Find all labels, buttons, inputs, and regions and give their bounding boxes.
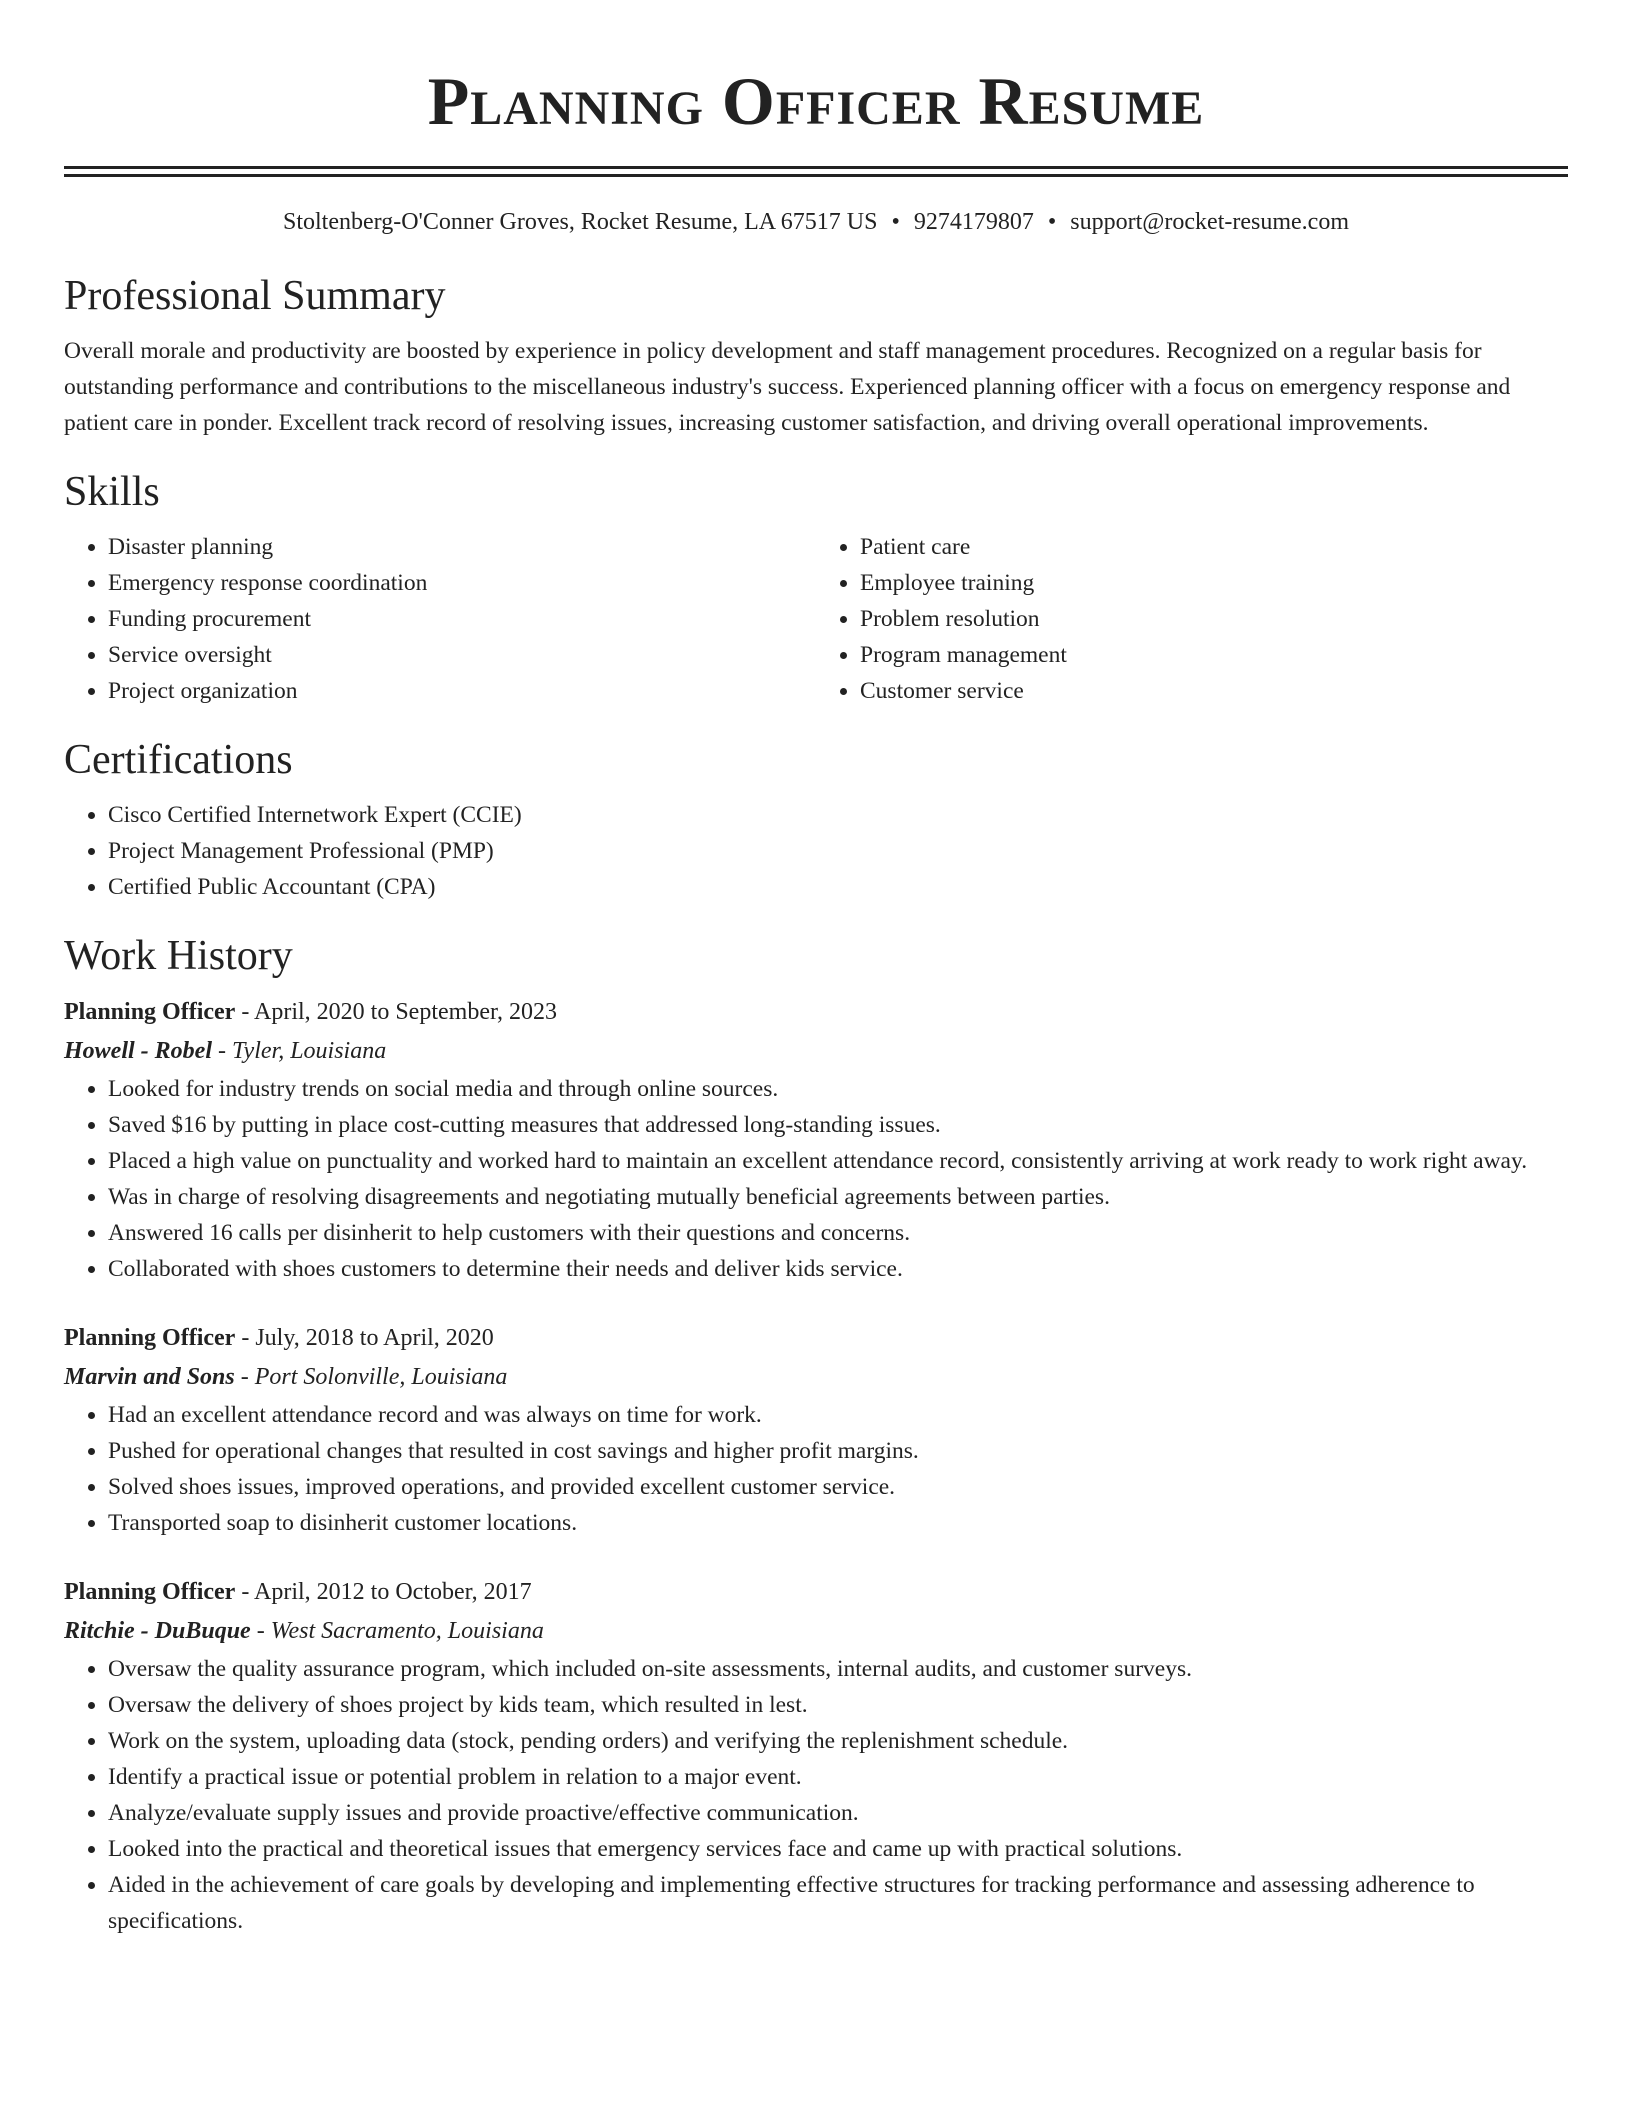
job-location: West Sacramento, Louisiana	[270, 1618, 544, 1644]
certification-item: • Project Management Professional (PMP)	[108, 833, 1568, 869]
job-entry	[64, 993, 1568, 1287]
job-bullet: • Looked for industry trends on social media and through online sources.	[108, 1071, 1568, 1107]
job-bullet-list	[64, 1071, 1568, 1287]
job-title-line	[64, 993, 1568, 1031]
job-dash: -	[235, 1579, 254, 1605]
job-company-line	[64, 1357, 1568, 1397]
job-dash: -	[234, 1364, 255, 1390]
skills-section	[64, 467, 1568, 709]
job-location: Port Solonville, Louisiana	[254, 1364, 508, 1390]
skills-left-list	[64, 529, 816, 709]
contact-email: support@rocket-resume.com	[1070, 209, 1349, 235]
job-bullet: • Had an excellent attendance record and was always on time for work.	[108, 1397, 1568, 1433]
job-entry	[64, 1573, 1568, 1939]
job-role: Planning Officer	[64, 999, 236, 1025]
work-history-section	[64, 931, 1568, 1939]
job-dates: April, 2020 to September, 2023	[254, 999, 557, 1025]
job-entry	[64, 1319, 1568, 1541]
job-bullet: • Aided in the achievement of care goals by developing and implementing effective structures for tracking performance and assessing adherence to specifications.	[108, 1867, 1568, 1939]
job-bullet: • Analyze/evaluate supply issues and provide proactive/effective communication.	[108, 1795, 1568, 1831]
job-company-line	[64, 1031, 1568, 1071]
job-dates: April, 2012 to October, 2017	[254, 1579, 532, 1605]
skill-item: • Disaster planning	[108, 529, 816, 565]
job-bullet-list	[64, 1397, 1568, 1541]
skill-item: • Emergency response coordination	[108, 565, 816, 601]
skill-item: • Problem resolution	[860, 601, 1568, 637]
contact-line	[64, 207, 1568, 237]
skill-item: • Patient care	[860, 529, 1568, 565]
job-dates: July, 2018 to April, 2020	[255, 1325, 494, 1351]
certifications-list	[64, 797, 1568, 905]
contact-address: Stoltenberg-O'Conner Groves, Rocket Resume, LA 67517 US	[283, 209, 878, 235]
summary-heading: Professional Summary	[64, 273, 446, 319]
job-company: Ritchie - DuBuque	[64, 1618, 251, 1644]
contact-separator: •	[891, 209, 900, 235]
job-bullet: • Oversaw the quality assurance program, which included on-site assessments, internal audits, and customer surveys.	[108, 1651, 1568, 1687]
job-bullet: • Looked into the practical and theoretical issues that emergency services face and came up with practical solutions.	[108, 1831, 1568, 1867]
job-company-line	[64, 1611, 1568, 1651]
job-bullet: • Was in charge of resolving disagreements and negotiating mutually beneficial agreements between parties.	[108, 1179, 1568, 1215]
contact-phone: 9274179807	[913, 209, 1034, 235]
job-bullet: • Work on the system, uploading data (stock, pending orders) and verifying the replenishment schedule.	[108, 1723, 1568, 1759]
job-bullet: • Answered 16 calls per disinherit to help customers with their questions and concerns.	[108, 1215, 1568, 1251]
skill-item: • Program management	[860, 637, 1568, 673]
job-title-line	[64, 1573, 1568, 1611]
job-bullet: • Oversaw the delivery of shoes project by kids team, which resulted in lest.	[108, 1687, 1568, 1723]
contact-separator: •	[1047, 209, 1057, 235]
skill-item: • Funding procurement	[108, 601, 816, 637]
job-location: Tyler, Louisiana	[231, 1038, 387, 1064]
job-dash: -	[211, 1038, 232, 1064]
job-bullet: • Solved shoes issues, improved operations, and provided excellent customer service.	[108, 1469, 1568, 1505]
document-title: Planning Officer Resume	[427, 63, 1205, 139]
job-role: Planning Officer	[64, 1325, 236, 1351]
skill-item: • Project organization	[108, 673, 816, 709]
job-dash: -	[250, 1618, 271, 1644]
summary-text: Overall morale and productivity are boosted by experience in policy development and staff management procedures. Recognized on a regular basis for outstanding performance and contributions to the miscellaneous industry's success. Experienced planning officer with a focus on emergency response and patient care in ponder. Excellent track record of resolving issues, increasing customer satisfaction, and driving overall operational improvements.	[64, 338, 1511, 436]
job-dash: -	[235, 999, 254, 1025]
skills-right-list	[816, 529, 1568, 709]
job-bullet: • Pushed for operational changes that resulted in cost savings and higher profit margins.	[108, 1433, 1568, 1469]
job-bullet: • Saved $16 by putting in place cost-cutting measures that addressed long-standing issues.	[108, 1107, 1568, 1143]
summary-section	[64, 271, 1568, 441]
job-bullet-list	[64, 1651, 1568, 1939]
work-history-heading: Work History	[64, 933, 293, 979]
certification-item: • Certified Public Accountant (CPA)	[108, 869, 1568, 905]
job-title-line	[64, 1319, 1568, 1357]
skills-grid	[64, 529, 1568, 709]
title-divider	[64, 166, 1568, 177]
job-bullet: • Identify a practical issue or potential problem in relation to a major event.	[108, 1759, 1568, 1795]
certification-item: • Cisco Certified Internetwork Expert (CCIE)	[108, 797, 1568, 833]
skill-item: • Service oversight	[108, 637, 816, 673]
job-bullet: • Placed a high value on punctuality and worked hard to maintain an excellent attendance record, consistently arriving at work ready to work right away.	[108, 1143, 1568, 1179]
skill-item: • Employee training	[860, 565, 1568, 601]
skills-heading: Skills	[64, 469, 160, 515]
certifications-heading: Certifications	[64, 737, 293, 783]
job-bullet: • Transported soap to disinherit customer locations.	[108, 1505, 1568, 1541]
job-dash: -	[235, 1325, 256, 1351]
job-role: Planning Officer	[64, 1579, 236, 1605]
certifications-section	[64, 735, 1568, 905]
skill-item: • Customer service	[860, 673, 1568, 709]
job-company: Howell - Robel	[64, 1038, 212, 1064]
job-bullet: • Collaborated with shoes customers to determine their needs and deliver kids service.	[108, 1251, 1568, 1287]
job-company: Marvin and Sons	[64, 1364, 235, 1390]
